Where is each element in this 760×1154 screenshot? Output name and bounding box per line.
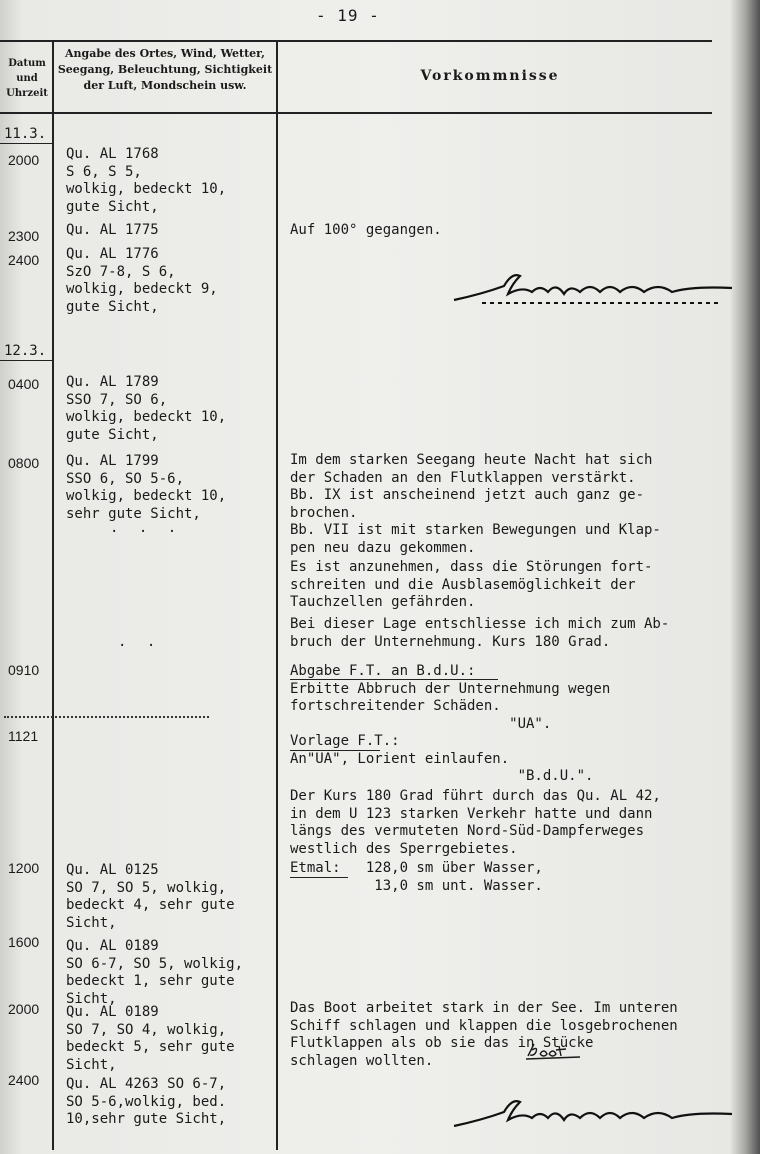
event-entry: Etmal: 128,0 sm über Wasser, 13,0 sm unt. Wasser. xyxy=(290,860,543,894)
event-entry: Es ist anzunehmen, dass die Störungen fort- schreiten und die Ausblasemöglichkeit der Tauchzellen gefährden. xyxy=(290,559,653,610)
underline xyxy=(290,750,380,751)
page-number: - 19 - xyxy=(316,6,380,25)
underline xyxy=(290,679,498,680)
header-top-rule xyxy=(0,40,712,42)
time-entry: 0800 xyxy=(8,455,40,471)
location-weather-entry: Qu. AL 4263 SO 6-7, SO 5-6,wolkig, bed. 10,sehr gute Sicht, xyxy=(66,1076,227,1127)
event-entry: Abgabe F.T. an B.d.U.: Erbitte Abbruch der Unternehmung wegen fortschreitender Schäden. "UA". xyxy=(290,663,611,732)
column-divider-1 xyxy=(52,40,54,1150)
signature xyxy=(452,266,737,310)
location-weather-entry: Qu. AL 1789 SSO 7, SO 6, wolkig, bedeckt 10, gute Sicht, xyxy=(66,374,227,443)
time-entry: 2300 xyxy=(8,228,40,244)
event-entry: Im dem starken Seegang heute Nacht hat sich der Schaden an den Flutklappen verstärkt. Bb. IX ist anscheinend jetzt auch ganz ge- brochen. Bb. VII ist mit starken Bewegungen und Klap- pen neu dazu gekommen. xyxy=(290,452,661,556)
handwritten-correction xyxy=(524,1040,584,1062)
continuation-dots: . . . xyxy=(110,520,183,536)
location-weather-entry: Qu. AL 0125 SO 7, SO 5, wolkig, bedeckt 4, sehr gute Sicht, xyxy=(66,862,235,931)
date-entry: 12.3. xyxy=(4,343,47,359)
location-weather-entry: Qu. AL 1775 xyxy=(66,222,159,238)
location-weather-entry: Qu. AL 0189 SO 7, SO 4, wolkig, bedeckt 5, sehr gute Sicht, xyxy=(66,1004,235,1073)
time-entry: 2400 xyxy=(8,252,40,268)
time-entry: 2000 xyxy=(8,1001,40,1017)
time-entry: 0910 xyxy=(8,662,40,678)
event-entry: Der Kurs 180 Grad führt durch das Qu. AL 42, in dem U 123 starken Verkehr hatte und dann längs des vermuteten Nord-Süd-Dampferweges westlich des Sperrgebietes. xyxy=(290,788,661,857)
dotted-separator xyxy=(4,716,209,718)
date-rule-2 xyxy=(0,360,52,361)
time-entry: 2400 xyxy=(8,1072,40,1088)
event-entry: Das Boot arbeitet stark in der See. Im unteren Schiff schlagen und klappen die losgebrochenen Flutklappen als ob sie das in Stücke schlagen wollten. xyxy=(290,1000,678,1069)
time-entry: 1121 xyxy=(8,728,39,744)
underline xyxy=(290,877,348,878)
header-bottom-rule xyxy=(0,112,712,114)
location-weather-entry: Qu. AL 1776 SzO 7-8, S 6, wolkig, bedeckt 9, gute Sicht, xyxy=(66,246,218,315)
event-entry: Auf 100° gegangen. xyxy=(290,222,442,238)
time-entry: 0400 xyxy=(8,376,40,392)
continuation-dots: . . xyxy=(118,634,162,650)
header-date-time: Datum und Uhrzeit xyxy=(6,58,48,99)
header-location-weather: Angabe des Ortes, Wind, Wetter, Seegang, Beleuchtung, Sichtigkeit der Luft, Mondschein usw. xyxy=(57,47,273,92)
time-entry: 1600 xyxy=(8,934,40,950)
column-divider-2 xyxy=(276,40,278,1150)
event-entry: Vorlage F.T.: An"UA", Lorient einlaufen. "B.d.U.". xyxy=(290,733,594,784)
signature xyxy=(452,1092,737,1136)
location-weather-entry: Qu. AL 0189 SO 6-7, SO 5, wolkig, bedeckt 1, sehr gute Sicht, xyxy=(66,938,244,1007)
date-entry: 11.3. xyxy=(4,126,47,142)
location-weather-entry: Qu. AL 1799 SSO 6, SO 5-6, wolkig, bedeckt 10, sehr gute Sicht, xyxy=(66,453,227,522)
location-weather-entry: Qu. AL 1768 S 6, S 5, wolkig, bedeckt 10, gute Sicht, xyxy=(66,146,227,215)
date-rule-1 xyxy=(0,143,52,144)
time-entry: 2000 xyxy=(8,152,40,168)
time-entry: 1200 xyxy=(8,860,40,876)
event-entry: Bei dieser Lage entschliesse ich mich zum Ab- bruch der Unternehmung. Kurs 180 Grad. xyxy=(290,616,670,650)
header-events: Vorkommnisse xyxy=(420,68,560,84)
